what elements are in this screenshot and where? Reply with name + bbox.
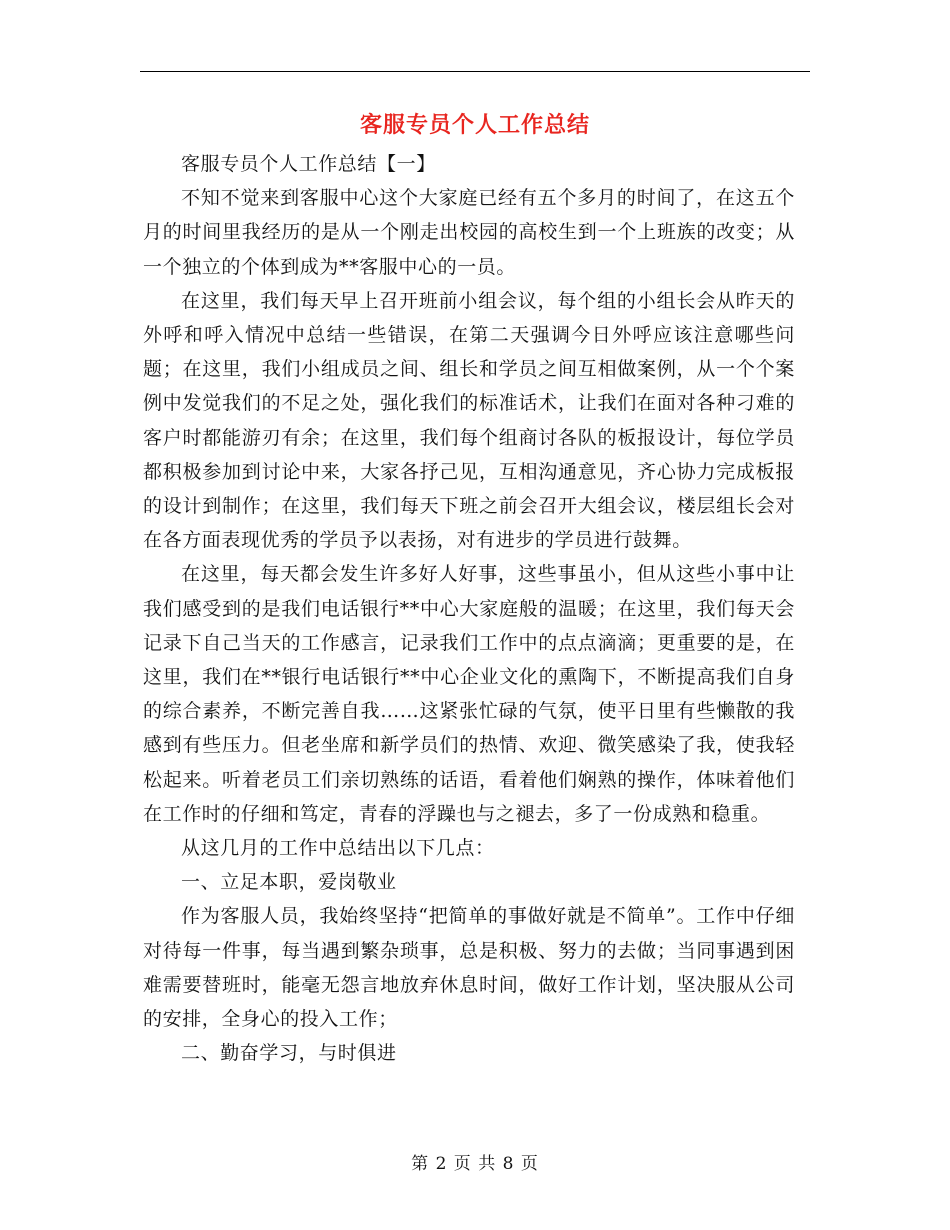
document-body bbox=[143, 147, 795, 1070]
paragraph: 在这里，每天都会发生许多好人好事，这些事虽小，但从这些小事中让我们感受到的是我们电话银行**中心大家庭般的温暖；在这里，我们每天会记录下自己当天的工作感言，记录我们工作中的点点滴滴；更重要的是，在这里，我们在**银行电话银行**中心企业文化的熏陶下，不断提高我们自身的综合素养，不断完善自我……这紧张忙碌的气氛，使平日里有些懒散的我感到有些压力。但老坐席和新学员们的热情、欢迎、微笑感染了我，使我轻松起来。听着老员工们亲切熟练的话语，看着他们娴熟的操作，体味着他们在工作时的仔细和笃定，青春的浮躁也与之褪去，多了一份成熟和稳重。 bbox=[143, 563, 795, 825]
paragraph: 从这几月的工作中总结出以下几点： bbox=[181, 837, 495, 860]
paragraph: 在这里，我们每天早上召开班前小组会议，每个组的小组长会从昨天的外呼和呼入情况中总结一些错误，在第二天强调今日外呼应该注意哪些问题；在这里，我们小组成员之间、组长和学员之间互相做案例，从一个个案例中发觉我们的不足之处，强化我们的标准话术，让我们在面对各种刁难的客户时都能游刃有余；在这里，我们每个组商讨各队的板报设计，每位学员都积极参加到讨论中来，大家各抒己见，互相沟通意见，齐心协力完成板报的设计到制作；在这里，我们每天下班之前会召开大组会议，楼层组长会对在各方面表现优秀的学员予以表扬，对有进步的学员进行鼓舞。 bbox=[143, 289, 795, 552]
paragraph: 作为客服人员，我始终坚持“把简单的事做好就是不简单”。工作中仔细对待每一件事，每当遇到繁杂琐事，总是积极、努力的去做；当同事遇到困难需要替班时，能毫无怨言地放弃休息时间，做好工作计划，坚决服从公司的安排，全身心的投入工作； bbox=[143, 905, 795, 1031]
paragraph: 不知不觉来到客服中心这个大家庭已经有五个多月的时间了，在这五个月的时间里我经历的是从一个刚走出校园的高校生到一个上班族的改变；从一个独立的个体到成为**客服中心的一员。 bbox=[143, 187, 795, 278]
header-rule bbox=[140, 71, 810, 72]
list-heading: 一、立足本职，爱岗敬业 bbox=[181, 871, 397, 894]
section-heading: 客服专员个人工作总结【一】 bbox=[181, 153, 436, 175]
document-title: 客服专员个人工作总结 bbox=[359, 112, 590, 138]
list-heading: 二、勤奋学习，与时俱进 bbox=[181, 1042, 397, 1065]
page-number: 第 2 页 共 8 页 bbox=[411, 1154, 539, 1174]
